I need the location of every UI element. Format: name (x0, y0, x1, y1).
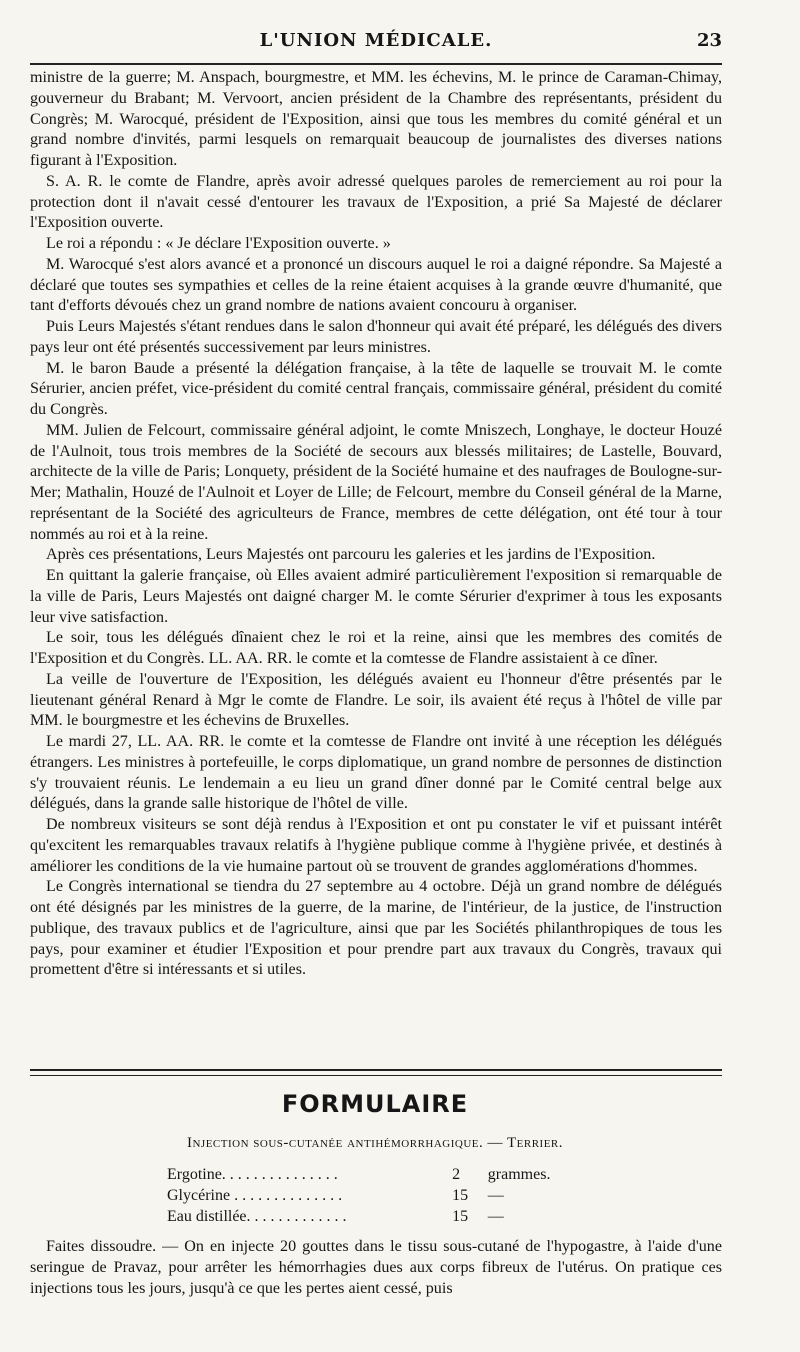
paragraph: Faites dissoudre. — On en injecte 20 gouttes dans le tissu sous-cutané de l'hypogastre, à l'aide d'une seringue de Pravaz, pour arrêter les hémorrhagies dues aux corps fibreux de l'utérus. On pratique ces injections tous les jours, jusqu'à ce que les pertes aient cessé, puis (30, 1238, 722, 1297)
section-divider (30, 1069, 722, 1076)
paragraph: Le roi a répondu : « Je déclare l'Exposition ouverte. » (46, 235, 391, 252)
ingredient-name: Eau distillée. . . . . . . . . . . . . (167, 1208, 347, 1225)
paragraph: Après ces présentations, Leurs Majestés ont parcouru les galeries et les jardins de l'Exposition. (46, 546, 656, 564)
paragraph: De nombreux visiteurs se sont déjà rendus à l'Exposition et ont pu constater le vif et puissant intérêt qu'excitent les remarquables travaux relatifs à l'hygiène publique comme à l'hygiène privée, et destinés à améliorer les conditions de la vie humaine partout où se trouvent de grandes agglomérations d'hommes. (30, 816, 722, 875)
running-title: L'UNION MÉDICALE. (259, 30, 493, 51)
ingredient-quantity: 15 (452, 1187, 469, 1204)
paragraph: Puis Leurs Majestés s'étant rendues dans le salon d'honneur qui avait été préparé, les délégués des divers pays leur ont été présentés successivement par leurs ministres. (30, 318, 722, 356)
article-body (30, 68, 722, 981)
page-number: 23 (696, 30, 722, 51)
ingredient-row (167, 1164, 567, 1185)
ingredient-unit: grammes. (487, 1166, 551, 1183)
ingredient-name: Glycérine . . . . . . . . . . . . . . (167, 1187, 343, 1204)
recipe-title: Injection sous-cutanée antihémorrhagique. — Terrier. (186, 1135, 564, 1151)
paragraph: MM. Julien de Felcourt, commissaire général adjoint, le comte Mniszech, Longhaye, le docteur Houzé de l'Aulnoit, tous trois membres de la Société de secours aux blessés militaires; de Lastelle, Bouvard, architecte de la ville de Paris; Lonquety, président de la Société humaine et des naufrages de Boulogne-sur-Mer; Mathalin, Houzé de l'Aulnoit et Loyer de Lille; de Felcourt, membre du Conseil général de la Marne, représentant de la Société des agriculteurs de France, membres de cette délégation, ont été tour à tour nommés au roi et à la reine. (30, 421, 722, 543)
formulaire-heading: FORMULAIRE (281, 1090, 469, 1118)
paragraph: Le soir, tous les délégués dînaient chez le roi et la reine, ainsi que les membres des comités de l'Exposition et du Congrès. LL. AA. RR. le comte et la comtesse de Flandre assistaient à ce dîner. (30, 629, 722, 667)
paragraph: ministre de la guerre; M. Anspach, bourgmestre, et MM. les échevins, M. le prince de Caraman-Chimay, gouverneur du Brabant; M. Vervoort, ancien président de la Chambre des représentants, président du Congrès; M. Warocqué, président de l'Exposition, ainsi que tous les membres du comité général et un grand nombre d'invités, parmi lesquels on remarquait beaucoup de journalistes des diverses nations figurant à l'Exposition. (30, 69, 722, 169)
ingredient-name: Ergotine. . . . . . . . . . . . . . . (167, 1166, 338, 1183)
recipe-ingredients (167, 1164, 567, 1227)
paragraph: Le Congrès international se tiendra du 27 septembre au 4 octobre. Déjà un grand nombre de délégués ont été désignés par les ministres de la guerre, de la marine, de l'intérieur, de la justice, de l'instruction publique, des travaux publics et de l'agriculture, ainsi que par les Sociétés philanthropiques de tous les pays, pour examiner et étudier l'Exposition et pour prendre part aux travaux du Congrès, travaux qui promettent d'être si intéressants et si utiles. (30, 878, 722, 979)
ingredient-unit: — (487, 1187, 504, 1204)
paragraph: La veille de l'ouverture de l'Exposition, les délégués avaient eu l'honneur d'être présentés par le lieutenant général Renard à Mgr le comte de Flandre. Le soir, ils avaient été reçus à l'hôtel de ville par MM. le bourgmestre et les échevins de Bruxelles. (30, 670, 722, 730)
ingredient-row (167, 1185, 567, 1206)
ingredient-quantity: 15 (452, 1208, 469, 1225)
page-header (30, 30, 722, 60)
paragraph: En quittant la galerie française, où Elles avaient admiré particulièrement l'exposition si remarquable de la ville de Paris, Leurs Majestés ont daigné charger M. le comte Sérurier d'exprimer à tous les exposants leur vive satisfaction. (30, 567, 722, 626)
ingredient-quantity: 2 (452, 1166, 461, 1183)
paragraph: M. le baron Baude a présenté la délégation française, à la tête de laquelle se trouvait M. le comte Sérurier, ancien préfet, vice-président du comité central français, commissaire général, président du comité du Congrès. (30, 359, 722, 418)
paragraph: M. Warocqué s'est alors avancé et a prononcé un discours auquel le roi a daigné répondre. Sa Majesté a déclaré que toutes ses sympathies et celles de la reine étaient acquises à la grande œuvre d'humanité, que tant d'efforts dévoués chez un grand nombre de nations avaient concouru à organiser. (30, 255, 722, 315)
header-rule (30, 63, 722, 65)
paragraph: S. A. R. le comte de Flandre, après avoir adressé quelques paroles de remerciement au roi pour la protection dont il n'avait cessé d'entourer les travaux de l'Exposition, a prié Sa Majesté de déclarer l'Exposition ouverte. (30, 172, 722, 232)
ingredient-row (167, 1206, 567, 1227)
paragraph: Le mardi 27, LL. AA. RR. le comte et la comtesse de Flandre ont invité à une réception les délégués étrangers. Les ministres à portefeuille, le corps diplomatique, un grand nombre de personnes de distinction s'y trouvaient réunis. Le lendemain a eu lieu un grand dîner donné par le Comité central belge aux délégués, dans la grande salle historique de l'hôtel de ville. (30, 733, 722, 813)
recipe-instructions (30, 1236, 722, 1299)
ingredient-unit: — (487, 1208, 504, 1225)
